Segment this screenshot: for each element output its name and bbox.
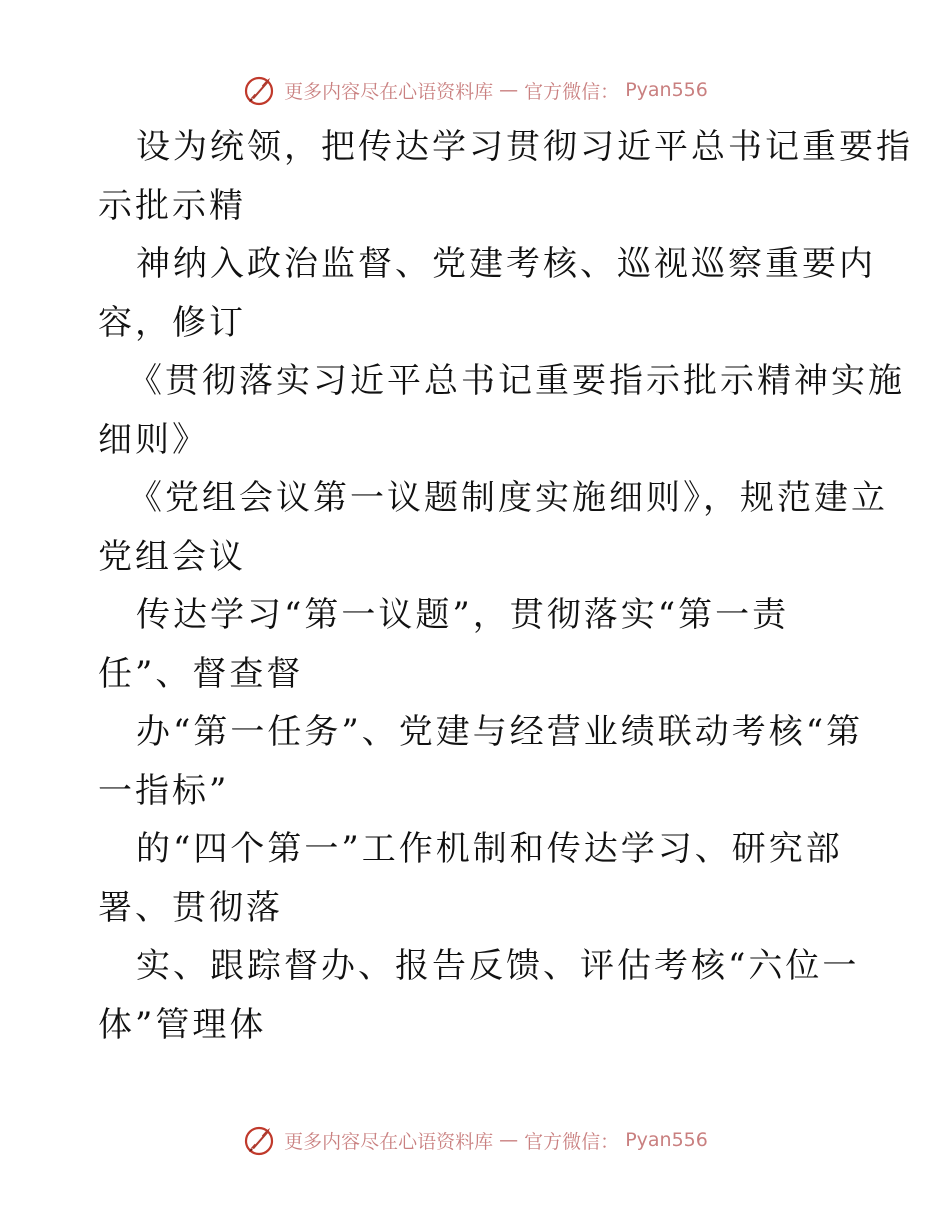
paragraph-line: 一指标” xyxy=(98,770,230,811)
paragraph-line: 实、跟踪督办、报告反馈、评估考核“六位一 xyxy=(136,946,860,986)
paragraph-line: 传达学习“第一议题”，贯彻落实“第一责 xyxy=(136,595,790,635)
paragraph-line: 党组会议 xyxy=(98,536,246,577)
paragraph-line: 容，修订 xyxy=(98,302,246,343)
paragraph xyxy=(98,118,913,235)
paragraph xyxy=(98,235,898,352)
paragraph-line: 设为统领，把传达学习贯彻习近平总书记重要指 xyxy=(136,127,913,167)
paragraph xyxy=(98,352,905,469)
quill-pen-logo-icon xyxy=(242,72,278,108)
watermark-site-text: 更多内容尽在心语资料库 xyxy=(284,80,494,103)
paragraph-line: 神纳入政治监督、党建考核、巡视巡察重要内 xyxy=(136,244,876,284)
watermark-contact-label: 官方微信： xyxy=(524,80,620,103)
watermark-contact-id: Pyan556 xyxy=(625,1129,708,1151)
watermark-site-text: 更多内容尽在心语资料库 xyxy=(284,1130,494,1153)
paragraph-line: 细则》 xyxy=(98,419,209,460)
document-body xyxy=(98,118,913,1054)
watermark-dash: — xyxy=(499,1129,519,1151)
paragraph xyxy=(98,703,898,820)
header-watermark xyxy=(0,70,950,110)
paragraph-line: 示批示精 xyxy=(98,185,246,226)
paragraph xyxy=(98,586,898,703)
paragraph-line: 署、贯彻落 xyxy=(98,887,283,928)
paragraph-line: 《党组会议第一议题制度实施细则》，规范建立 xyxy=(128,478,888,518)
paragraph-line: 的“四个第一”工作机制和传达学习、研究部 xyxy=(136,829,843,869)
quill-pen-logo-icon xyxy=(242,1122,278,1158)
paragraph xyxy=(98,469,898,586)
paragraph-line: 《贯彻落实习近平总书记重要指示批示精神实施 xyxy=(128,361,905,401)
paragraph-line: 办“第一任务”、党建与经营业绩联动考核“第 xyxy=(136,712,864,752)
footer-watermark xyxy=(0,1120,950,1160)
watermark-contact-id: Pyan556 xyxy=(625,79,708,101)
paragraph xyxy=(98,937,898,1054)
paragraph-line: 任”、督查督 xyxy=(98,653,304,694)
watermark-dash: — xyxy=(499,79,519,101)
watermark-contact-label: 官方微信： xyxy=(524,1130,620,1153)
paragraph-line: 体”管理体 xyxy=(98,1004,267,1045)
paragraph xyxy=(98,820,898,937)
